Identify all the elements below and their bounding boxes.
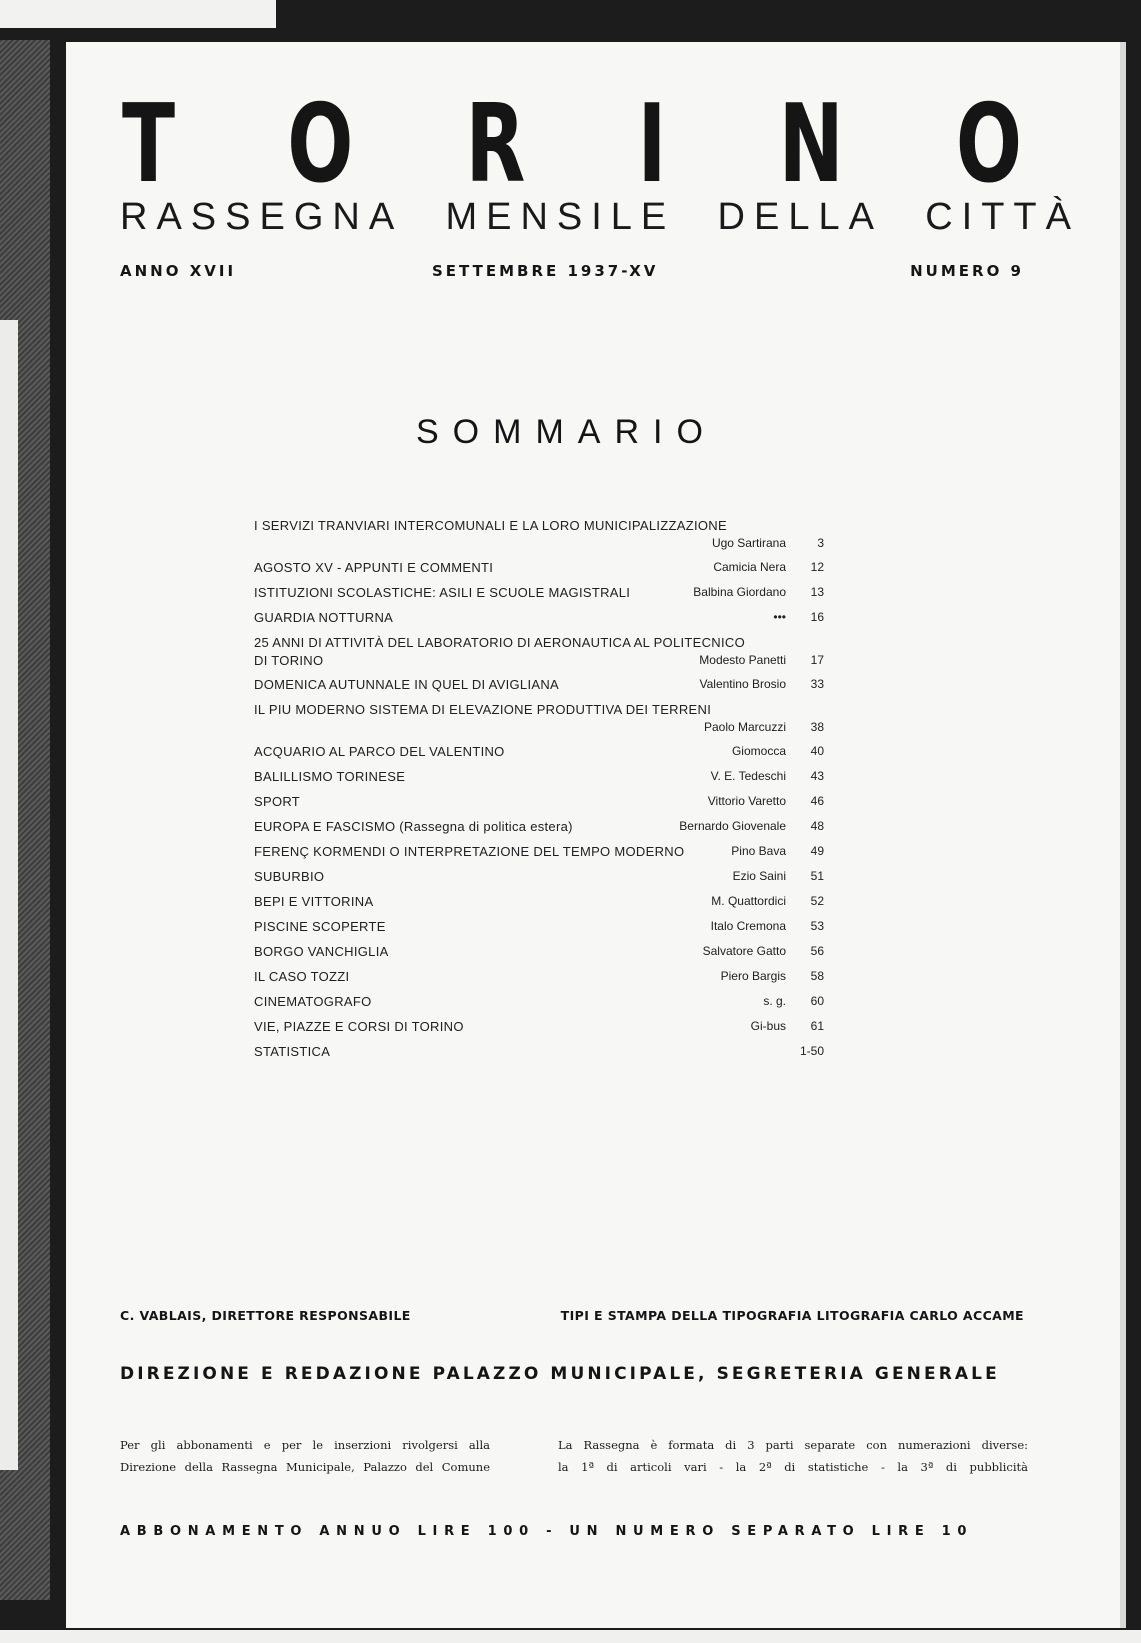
toc-entry xyxy=(254,556,824,581)
toc-entry-page: 3 xyxy=(817,536,824,550)
toc-entry xyxy=(254,840,824,865)
format-line: la 1ª di articoli vari - la 2ª di statistiche - la 3ª di pubblicità xyxy=(558,1460,1028,1474)
toc-entry xyxy=(254,790,824,815)
masthead-letter: O xyxy=(955,82,1022,207)
toc-entry xyxy=(254,865,824,890)
masthead-letter: I xyxy=(637,82,667,207)
toc-entry-title: BALILLISMO TORINESE xyxy=(254,769,406,784)
contents-title: SOMMARIO xyxy=(416,413,717,451)
toc-entry-page: 16 xyxy=(810,610,824,624)
subtitle-word: CITTÀ xyxy=(925,196,1080,238)
toc-entry-page: 49 xyxy=(810,844,824,858)
toc-entry xyxy=(254,1040,824,1065)
toc-entry-title: CINEMATOGRAFO xyxy=(254,994,372,1009)
toc-entry-page: 13 xyxy=(810,585,824,599)
scan-bottom-edge xyxy=(0,1630,1141,1643)
toc-entry-author: Paolo Marcuzzi xyxy=(703,720,786,734)
toc-entry-author: Italo Cremona xyxy=(710,919,786,933)
issue-number: NUMERO 9 xyxy=(910,262,1024,280)
toc-entry-author: Ezio Saini xyxy=(732,869,786,883)
director-credit: C. VABLAIS, DIRETTORE RESPONSABILE xyxy=(120,1308,411,1323)
toc-entry-author: Pino Bava xyxy=(731,844,786,858)
toc-entry-page: 38 xyxy=(810,720,824,734)
toc-entry-title: DOMENICA AUTUNNALE IN QUEL DI AVIGLIANA xyxy=(254,677,559,692)
toc-entry-page: 56 xyxy=(810,944,824,958)
toc-entry-title: ACQUARIO AL PARCO DEL VALENTINO xyxy=(254,744,505,759)
toc-entry xyxy=(254,673,824,698)
table-of-contents xyxy=(254,514,824,1065)
toc-entry-title: EUROPA E FASCISMO (Rassegna di politica estera) xyxy=(254,819,573,834)
toc-entry-author: V. E. Tedeschi xyxy=(710,769,786,783)
masthead-letter: O xyxy=(287,82,354,207)
issue-info xyxy=(120,262,1024,286)
toc-entry-page: 1-50 xyxy=(799,1044,824,1058)
issue-date: SETTEMBRE 1937-XV xyxy=(432,262,659,280)
toc-entry-page: 53 xyxy=(810,919,824,933)
toc-entry-page: 12 xyxy=(810,560,824,574)
issue-year: ANNO XVII xyxy=(120,262,237,280)
toc-entry-author: Vittorio Varetto xyxy=(707,794,786,808)
toc-entry-page: 61 xyxy=(810,1019,824,1033)
toc-entry xyxy=(254,940,824,965)
toc-entry-title: VIE, PIAZZE E CORSI DI TORINO xyxy=(254,1019,464,1034)
masthead-letter: R xyxy=(465,82,526,207)
subtitle-word: RASSEGNA xyxy=(120,196,404,238)
toc-entry-page: 17 xyxy=(810,653,824,667)
toc-entry-page: 48 xyxy=(810,819,824,833)
toc-entry-page: 58 xyxy=(810,969,824,983)
toc-entry xyxy=(254,631,824,673)
subscriptions-line: Direzione della Rassegna Municipale, Palazzo del Comune xyxy=(120,1460,490,1474)
format-note xyxy=(558,1434,1028,1478)
toc-entry xyxy=(254,965,824,990)
toc-entry-author: Balbina Giordano xyxy=(693,585,786,599)
toc-entry xyxy=(254,606,824,631)
toc-entry-title: GUARDIA NOTTURNA xyxy=(254,610,394,625)
scan-top-edge xyxy=(0,0,276,28)
toc-entry-title: IL PIU MODERNO SISTEMA DI ELEVAZIONE PRODUTTIVA DEI TERRENI xyxy=(254,702,712,717)
toc-entry xyxy=(254,1015,824,1040)
toc-entry-page: 33 xyxy=(810,677,824,691)
toc-entry-author: Giomocca xyxy=(731,744,786,758)
toc-entry-author: Bernardo Giovenale xyxy=(679,819,786,833)
printer-credit: TIPI E STAMPA DELLA TIPOGRAFIA LITOGRAFIA CARLO ACCAME xyxy=(560,1308,1024,1323)
masthead-subtitle xyxy=(120,192,1080,242)
toc-entry xyxy=(254,514,824,556)
credits-line xyxy=(120,1308,1024,1328)
toc-entry-author: Valentino Brosio xyxy=(699,677,786,691)
editorial-office: DIREZIONE E REDAZIONE PALAZZO MUNICIPALE, SEGRETERIA GENERALE xyxy=(120,1364,1000,1384)
toc-entry-author: s. g. xyxy=(763,994,786,1008)
toc-entry xyxy=(254,581,824,606)
toc-entry-title-continued: DI TORINO xyxy=(254,653,324,668)
toc-entry-title: BEPI E VITTORINA xyxy=(254,894,374,909)
toc-entry xyxy=(254,740,824,765)
toc-entry-author: ••• xyxy=(773,610,786,624)
toc-entry xyxy=(254,815,824,840)
toc-entry-title: ISTITUZIONI SCOLASTICHE: ASILI E SCUOLE MAGISTRALI xyxy=(254,585,631,600)
toc-entry-author: Ugo Sartirana xyxy=(711,536,786,550)
subscriptions-note xyxy=(120,1434,490,1478)
toc-entry-author: M. Quattordici xyxy=(711,894,786,908)
toc-entry-author: Modesto Panetti xyxy=(699,653,786,667)
toc-entry xyxy=(254,990,824,1015)
toc-entry-page: 60 xyxy=(810,994,824,1008)
toc-entry-title: AGOSTO XV - APPUNTI E COMMENTI xyxy=(254,560,494,575)
toc-entry-title: I SERVIZI TRANVIARI INTERCOMUNALI E LA LORO MUNICIPALIZZAZIONE xyxy=(254,518,727,533)
subtitle-word: MENSILE xyxy=(445,196,676,238)
toc-entry-title: STATISTICA xyxy=(254,1044,331,1059)
subscriptions-line: Per gli abbonamenti e per le inserzioni rivolgersi alla xyxy=(120,1438,490,1452)
toc-entry-page: 52 xyxy=(810,894,824,908)
toc-entry-title: PISCINE SCOPERTE xyxy=(254,919,386,934)
masthead-title xyxy=(122,82,1022,207)
subtitle-word: DELLA xyxy=(717,196,883,238)
toc-entry xyxy=(254,915,824,940)
magazine-page xyxy=(66,42,1126,1628)
toc-entry-page: 43 xyxy=(810,769,824,783)
toc-entry xyxy=(254,765,824,790)
toc-entry-page: 51 xyxy=(810,869,824,883)
toc-entry-title: FERENÇ KORMENDI O INTERPRETAZIONE DEL TEMPO MODERNO xyxy=(254,844,685,859)
toc-entry-title: SPORT xyxy=(254,794,301,809)
scan-left-edge xyxy=(0,320,18,1470)
masthead-letter: N xyxy=(778,82,844,207)
masthead-letter: T xyxy=(122,82,176,207)
price-line: ABBONAMENTO ANNUO LIRE 100 - UN NUMERO SEPARATO LIRE 10 xyxy=(120,1524,974,1539)
toc-entry-page: 40 xyxy=(810,744,824,758)
toc-entry xyxy=(254,698,824,740)
toc-entry-page: 46 xyxy=(810,794,824,808)
toc-entry-author: Camicia Nera xyxy=(713,560,786,574)
toc-entry-author: Piero Bargis xyxy=(720,969,786,983)
format-line: La Rassegna è formata di 3 parti separate con numerazioni diverse: xyxy=(558,1438,1028,1452)
toc-entry-author: Gi-bus xyxy=(750,1019,786,1033)
page-edge xyxy=(1120,42,1126,1628)
toc-entry-title: BORGO VANCHIGLIA xyxy=(254,944,389,959)
toc-entry-title: SUBURBIO xyxy=(254,869,325,884)
toc-entry xyxy=(254,890,824,915)
toc-entry-title: 25 ANNI DI ATTIVITÀ DEL LABORATORIO DI AERONAUTICA AL POLITECNICO xyxy=(254,635,745,650)
toc-entry-author: Salvatore Gatto xyxy=(702,944,786,958)
toc-entry-title: IL CASO TOZZI xyxy=(254,969,350,984)
